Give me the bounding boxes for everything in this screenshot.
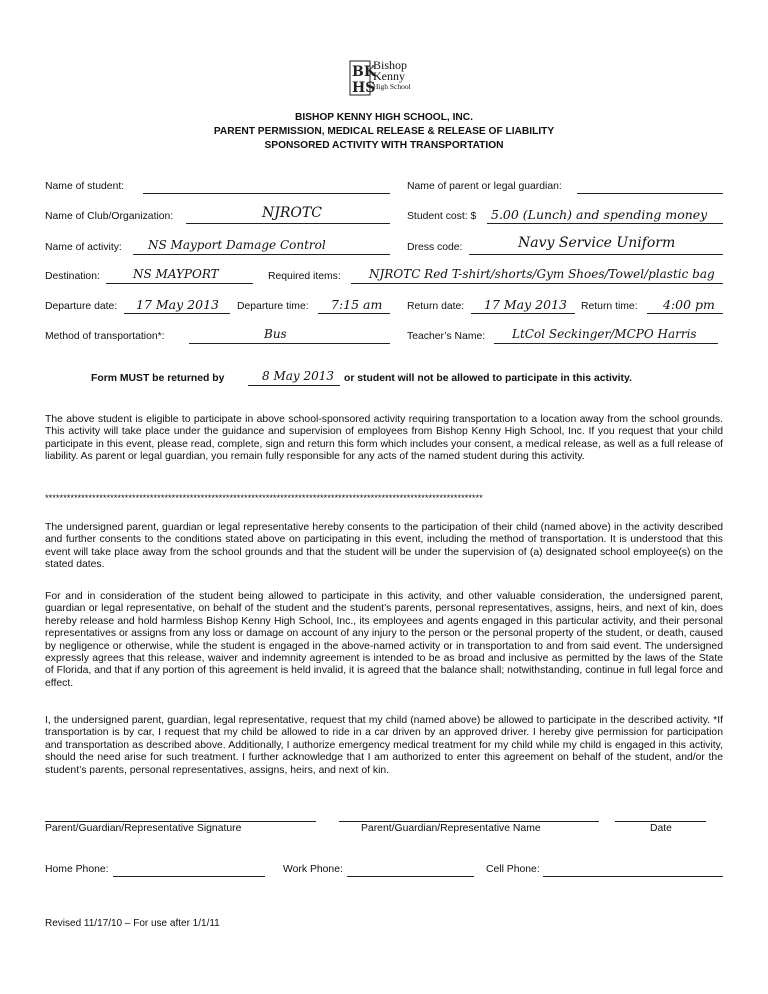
school-logo [349,60,421,96]
cell-phone-field[interactable] [543,863,723,877]
dress-label: Dress code: [407,242,463,253]
home-phone-field[interactable] [113,863,265,877]
logo-text: Bishop Kenny High School [373,58,411,91]
return-date-value: 17 May 2013 [484,297,567,312]
destination-label: Destination: [45,271,100,282]
club-label: Name of Club/Organization: [45,211,174,222]
separator-stars: ************************************************************************************************************************* [45,493,483,503]
required-items-label: Required items: [268,271,341,282]
required-items-value: NJROTC Red T-shirt/shorts/Gym Shoes/Towel/plastic bag [369,267,715,281]
method-label: Method of transportation*: [45,331,165,342]
teacher-value: LtCol Seckinger/MCPO Harris [512,327,697,341]
cost-value: 5.00 (Lunch) and spending money [491,207,708,222]
parent-name-field[interactable] [577,180,723,194]
paragraph-eligibility: The above student is eligible to participate in above school-sponsored activity requiring transportation to a location away from the school grounds. This activity will take place under the guidance and supervision of employees from Bishop Kenny High School, Inc. If you request that your child participate in this event, please read, complete, sign and return this form which includes your consent, a medical release, as well as a full release of liability. As parent or legal guardian, you remain fully responsible for any acts of the named student during this activity. [45,414,723,463]
activity-value: NS Mayport Damage Control [148,238,326,252]
dress-value: Navy Service Uniform [518,235,676,251]
return-time-value: 4:00 pm [663,297,715,312]
paragraph-consent: The undersigned parent, guardian or legal representative hereby consents to the participation of their child (named above) in the activity described and further consents to the conditions stated above on participating in this event, including the method of transportation. It is understood that this event will take place away from the school grounds and that the student will be under the supervision of (a) designated school employee(s) on the stated dates. [45,522,723,571]
cost-label: Student cost: $ [407,211,477,222]
date-label: Date [650,823,672,834]
return-notice-before: Form MUST be returned by [91,373,225,384]
return-time-label: Return time: [581,301,638,312]
student-name-label: Name of student: [45,181,125,192]
departure-date-value: 17 May 2013 [136,297,219,312]
work-phone-label: Work Phone: [283,864,343,875]
method-field[interactable] [189,330,390,344]
svg-text:BK: BK [352,64,377,80]
revision-footer: Revised 11/17/10 – For use after 1/1/11 [45,918,220,929]
club-value: NJROTC [262,205,322,221]
header-line-3: SPONSORED ACTIVITY WITH TRANSPORTATION [264,140,504,151]
departure-time-label: Departure time: [237,301,309,312]
return-date-label: Return date: [407,301,465,312]
representative-name-label: Parent/Guardian/Representative Name [361,823,541,834]
return-notice-after: or student will not be allowed to participate in this activity. [344,373,632,384]
svg-text:HS: HS [352,80,376,96]
cell-phone-label: Cell Phone: [486,864,540,875]
return-by-value: 8 May 2013 [262,369,335,383]
representative-name-field[interactable] [339,808,599,822]
departure-time-value: 7:15 am [331,297,383,312]
header-line-1: BISHOP KENNY HIGH SCHOOL, INC. [295,112,473,123]
student-name-field[interactable] [143,180,390,194]
method-value: Bus [264,327,287,341]
signature-label: Parent/Guardian/Representative Signature [45,823,242,834]
paragraph-release: For and in consideration of the student being allowed to participate in this activity, and other valuable consideration, the undersigned parent, guardian or legal representative, on behalf of the student and the student’s parents, personal representatives, assigns, heirs, and next of kin, does hereby release and hold harmless Bishop Kenny High School, Inc., its employees and agents engaged in this particular activity, and their personal representatives or assigns from any loss or damage on account of any injury to the person or the personal property of the student, or death, caused by negligence or otherwise, while the student is engaged in the above-named activity or in transportation to and from said event. The undersigned expressly agrees that this release, waiver and indemnity agreement is intended to be as broad and inclusive as permitted by the laws of the State of Florida, and that if any portion of this agreement is held invalid, it is agreed that the balance shall; notwithstanding, continue in full legal force and effect. [45,591,723,689]
parent-name-label: Name of parent or legal guardian: [407,181,562,192]
work-phone-field[interactable] [347,863,474,877]
date-field[interactable] [615,808,706,822]
activity-label: Name of activity: [45,242,122,253]
destination-value: NS MAYPORT [133,267,219,281]
signature-field[interactable] [45,808,316,822]
header-line-2: PARENT PERMISSION, MEDICAL RELEASE & RELEASE OF LIABILITY [213,126,555,137]
teacher-label: Teacher’s Name: [407,331,486,342]
departure-date-label: Departure date: [45,301,118,312]
paragraph-authorization: I, the undersigned parent, guardian, legal representative, request that my child (named above) be allowed to participate in the described activity. *If transportation is by car, I request that my child be allowed to ride in a car driven by an approved driver. I hereby give permission for participation and transportation as described above. Additionally, I authorize emergency medical treatment for my child while my child is engaged in this activity, should the need arise for such treatment. I further acknowledge that I am authorized to enter this agreement on behalf of the student, and/or the student’s parents, personal representatives, assigns, heirs, and next of kin. [45,715,723,776]
home-phone-label: Home Phone: [45,864,109,875]
